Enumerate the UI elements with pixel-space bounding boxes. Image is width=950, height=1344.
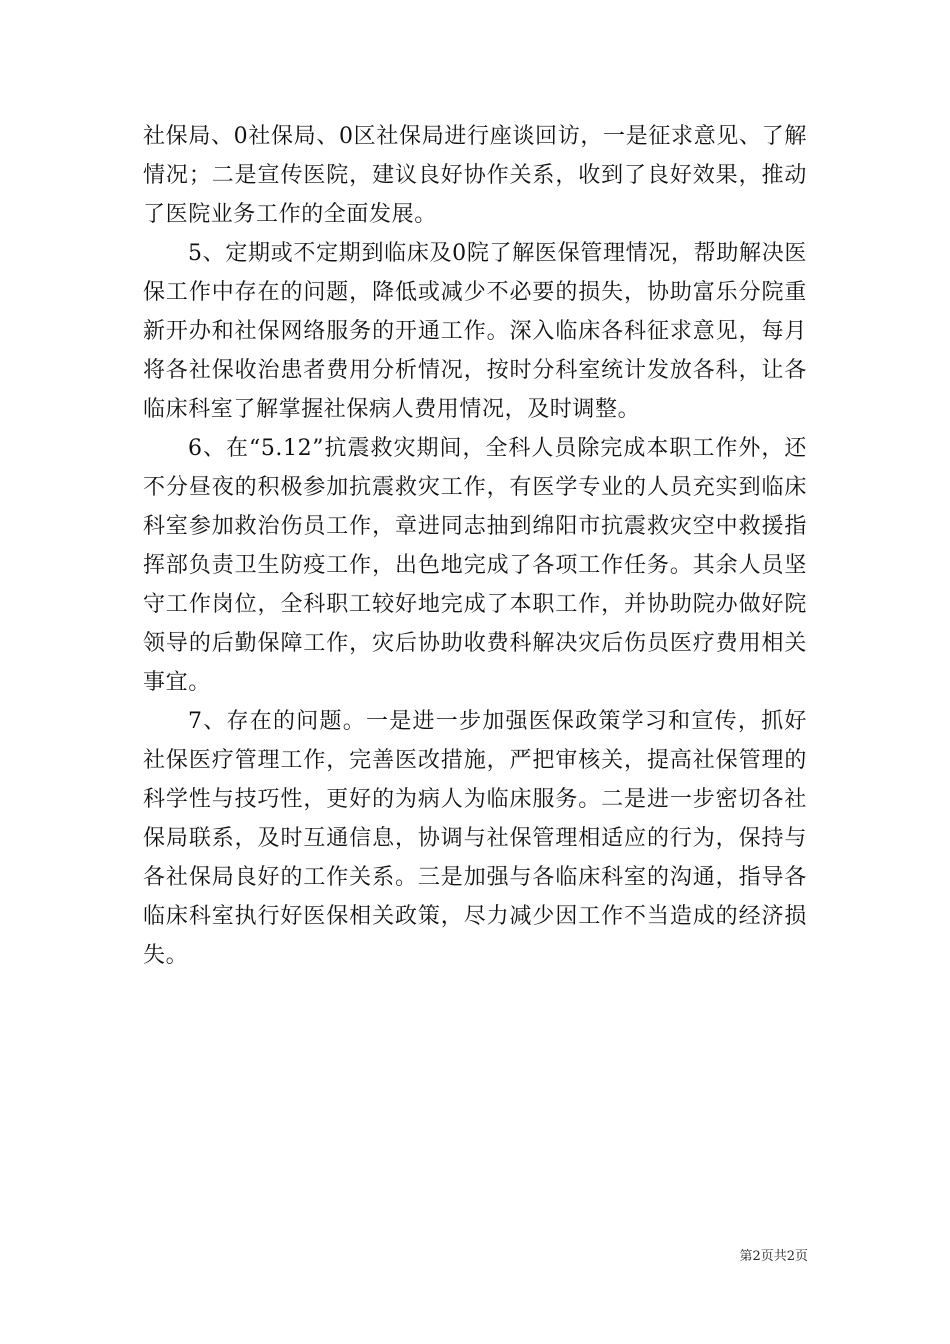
document-body — [143, 117, 807, 975]
paragraph-1: 社保局、0社保局、0区社保局进行座谈回访，一是征求意见、了解情况；二是宣传医院，建议良好协作关系，收到了良好效果，推动了医院业务工作的全面发展。 — [143, 124, 807, 227]
paragraph-2: 5、定期或不定期到临床及0院了解医保管理情况，帮助解决医保工作中存在的问题，降低或减少不必要的损失，协助富乐分院重新开办和社保网络服务的开通工作。深入临床各科征求意见，每月将各社保收治患者费用分析情况，按时分科室统计发放各科，让各临床科室了解掌握社保病人费用情况，及时调整。 — [143, 241, 807, 422]
paragraph-3: 6、在“5.12”抗震救灾期间，全科人员除完成本职工作外，还不分昼夜的积极参加抗震救灾工作，有医学专业的人员充实到临床科室参加救治伤员工作，章进同志抽到绵阳市抗震救灾空中救援指挥部负责卫生防疫工作，出色地完成了各项工作任务。其余人员坚守工作岗位，全科职工较好地完成了本职工作，并协助院办做好院领导的后勤保障工作，灾后协助收费科解决灾后伤员医疗费用相关事宜。 — [143, 436, 807, 695]
page-number-footer: 第2页共2页 — [739, 1249, 808, 1264]
paragraph-4: 7、存在的问题。一是进一步加强医保政策学习和宣传，抓好社保医疗管理工作，完善医改措施，严把审核关，提高社保管理的科学性与技巧性，更好的为病人为临床服务。二是进一步密切各社保局联系，及时互通信息，协调与社保管理相适应的行为，保持与各社保局良好的工作关系。三是加强与各临床科室的沟通，指导各临床科室执行好医保相关政策，尽力减少因工作不当造成的经济损失。 — [143, 709, 807, 968]
